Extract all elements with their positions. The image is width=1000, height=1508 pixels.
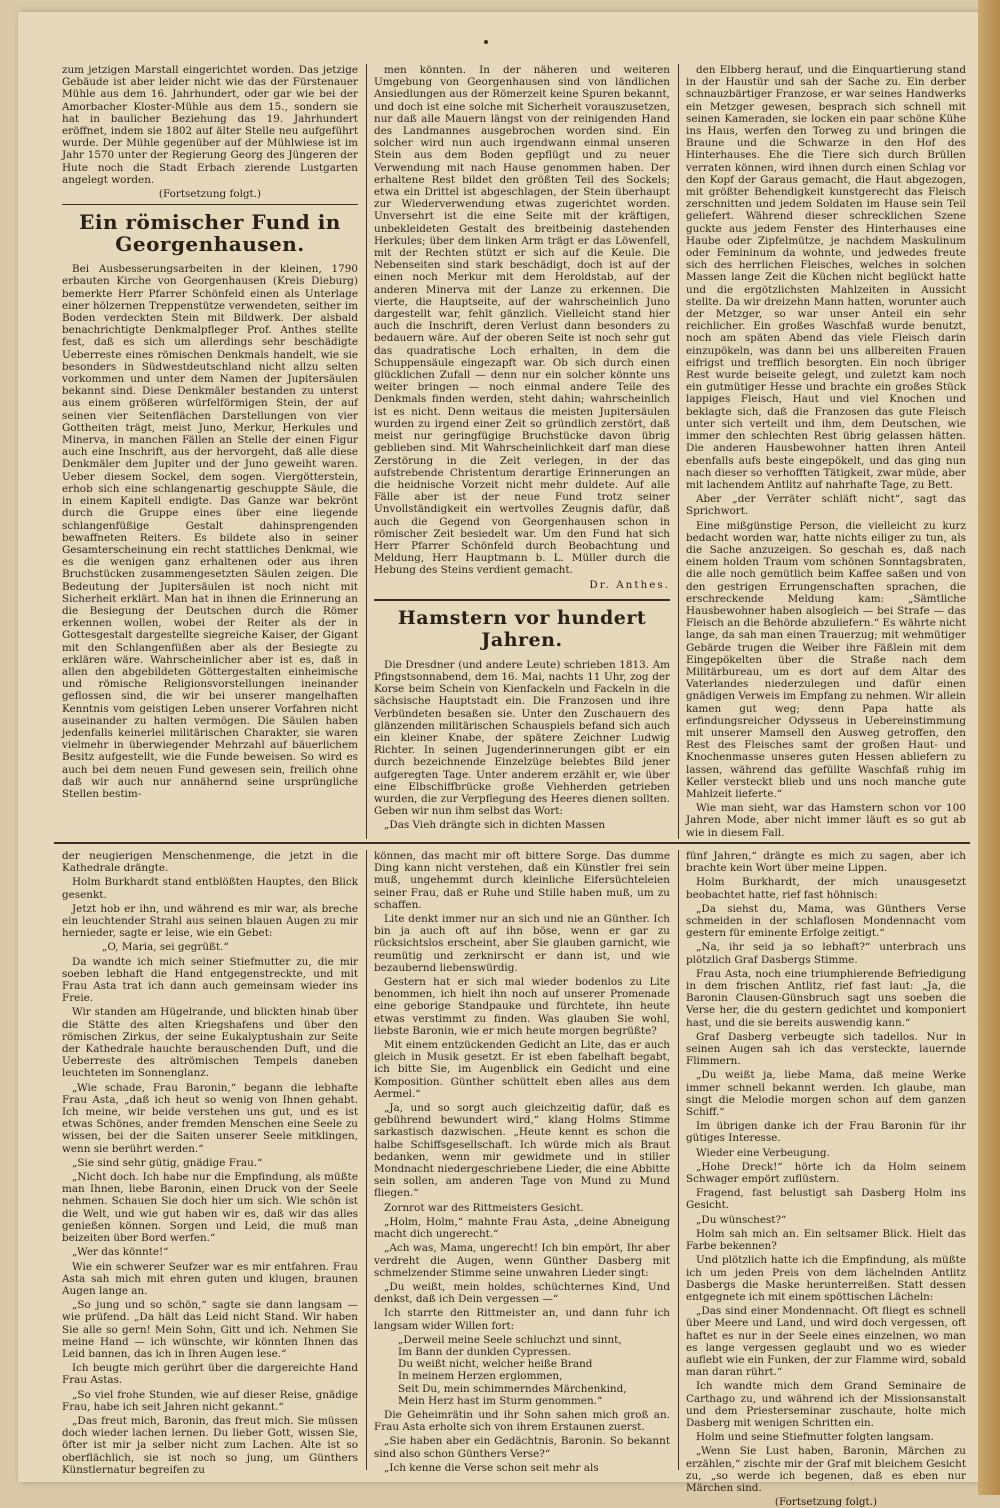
story-paragraph: „Du weißt, mein holdes, schüchternes Kind, Und denkst, daß ich Dein vergessen —“ [374,1280,670,1306]
page-edge [978,0,1000,1495]
article-body: Eine mißgünstige Person, die vielleicht zu kurz bedacht worden war, hatte nichts eiliger zu tun, als die Sache anzuzeigen. So geschah es, daß nach einem holden Traum vom schönen Sonntagsbraten, die alle noch gemütlich beim Kaffee saßen und von den gestrigen Errungenschaften sprachen, die erschreckende Meldung kam: „Sämtliche Hausbewohner haben alsogleich — bei Strafe — das Fleisch an die Behörde abzuliefern.“ Es währte nicht lange, da sah man einen Trauerzug; mit wehmütiger Gebärde trugen die Weiber ihre Fäßlein mit dem Eingepökelten über die Straße nach dem Militärbureau, um es dort auf dem Altar des Vaterlandes niederzulegen und dafür einen gnädigen Verweis im Empfang zu nehmen. Wir allein kamen gut weg; denn Papa hatte als erfindungsreicher Odysseus in Uebereinstimmung mit unserer Mamsell den Ausweg getroffen, den Rest des Fleisches samt der großen Haut- und Knochenmasse unseres guten Hessen abliefern zu lassen, während das gefüllte Waschfaß ruhig im Keller versteckt blieb und uns noch manche gute Mahlzeit lieferte.“ [686,519,966,800]
section-divider [54,842,970,844]
hole-mark [484,40,488,44]
story-paragraph: „So jung und so schön,“ sagte sie dann langsam — wie prüfend. „Da hält das Leid nicht Stand. Wir haben Sie alle so gern! Mein Sohn, Gitt und ich. Nehmen Sie meine Hand — ich wünschte, wir könnten Ihnen das Leid bannen, das ich in Ihren Augen lese.“ [62,1299,358,1360]
story-paragraph: „Ja, und so sorgt auch gleichzeitig dafür, daß es gebührend bewundert wird,“ klang Holms Stimme sarkastisch dazwischen. „Heute kennt es schon die halbe Schiffsgesellschaft. Ich würde mich als Braut bedanken, wenn mir gewidmete und in stiller Mondnacht niedergeschriebene Lieder, die eine Abbitte sein sollen, am anderen Tage von Mund zu Mund fliegen.“ [374,1102,670,1200]
story-paragraph: „Wenn Sie Lust haben, Baronin, Märchen zu erzählen,“ zischte mir der Graf mit bleichem Gesicht zu, „so werde ich begenen, daß es eben nur Märchen sind. [686,1445,966,1494]
story-paragraph: „Sie sind sehr gütig, gnädige Frau.“ [72,1156,263,1169]
column-rule [678,64,679,839]
story-paragraph: „Na, ihr seid ja so lebhaft?“ unterbrach uns plötzlich Graf Dasbergs Stimme. [686,941,966,966]
story-paragraph: können, das macht mir oft bittere Sorge. Das dumme Ding kann nicht verstehen, daß ein Künstler frei sein muß, ungehemmt durch kleinliche Eifersüchteleien seiner Frau, daß er Ruhe und Stille haben muß, um zu schaffen. [374,850,670,911]
story-paragraph: „Ich kenne die Verse schon seit mehr als [384,1461,599,1474]
top-column-1 [62,64,358,839]
story-paragraph: „O, Maria, sei gegrüßt.“ [102,941,229,954]
poem [398,1334,670,1407]
headline-hamstern: Hamstern vor hundert Jahren. [397,606,647,651]
poem-line: Du weißt nicht, welcher heiße Brand [398,1358,593,1371]
headline-roman-find: Ein römischer Fund in Georgenhausen. [79,210,341,257]
story-paragraph: „Du weißt ja, liebe Mama, daß meine Werke immer schnell bekannt werden. Ich glaube, man singt die Melodie morgen schon auf dem ganzen Schiff.“ [686,1069,966,1119]
story-paragraph: „Du wünschest?“ [696,1213,787,1226]
story-paragraph: Frau Asta, noch eine triumphierende Befriedigung in dem frischen Antlitz, rief fast laut: „Ja, die Baronin Clausen-Günsbruch sagt uns soeben die Verse her, die du gestern gedichtet und komponiert hast, und die sie bereits auswendig kann.“ [686,967,966,1029]
story-paragraph: Fragend, fast belustigt sah Dasberg Holm ins Gesicht. [686,1187,966,1212]
paragraph: zum jetzigen Marstall eingerichtet worden. Das jetzige Gebäude ist aber leider nicht wie das der Fürstenauer Mühle aus dem 16. Jahrhundert, oder gar wie bei der Amorbacher Kloster-Mühle aus dem 15., sondern sie hat in baulicher Beziehung das 19. Jahrhundert eröffnet, indem sie 1802 auf älter Stelle neu aufgeführt wurde. Der Mühle gegenüber auf der Mühlwiese ist im Jahr 1570 unter der Regierung Georg des Jüngeren der Hute noch die Stadt Erbach zierende Lustgarten angelegt worden. [62,64,358,186]
continuation-note: (Fortsetzung folgt.) [158,188,262,201]
story-paragraph: der neugierigen Menschenmenge, die jetzt in die Kathedrale drängte. [62,850,358,875]
poem-line: Im Bann der dunklen Cypressen. [398,1345,572,1358]
article-body: Wie man sieht, war das Hamstern schon vor 100 Jahren Mode, aber nicht immer läuft es so gut ab wie in diesem Fall. [686,802,966,839]
poem-line: In meinem Herzen erglommen, [398,1370,563,1383]
story-paragraph: „Sie haben aber ein Gedächtnis, Baronin. So bekannt sind also schon Günthers Verse?“ [374,1435,670,1460]
column-rule [678,850,679,1470]
story-paragraph: „Das freut mich, Baronin, das freut mich. Sie müssen doch wieder lachen lernen. Du lieber Gott, wissen Sie, öfter ist mir ja selber nicht zum Lachen. Alte ist so oberflächlich, sie ist noch so jung, um Günthers Künstlernatur begreifen zu [62,1414,358,1476]
top-column-2 [374,64,670,839]
story-paragraph: „Das sind einer Mondennacht. Oft fliegt es schnell über Meere und Land, und wird doch vergessen, oft haftet es nur in der Seele eines einzelnen, wo man es lange vergessen geglaubt und wo es wieder auflebt wie ein Funken, der zur Flamme wird, sobald man daran rührt.“ [686,1305,966,1379]
story-paragraph: „Da siehst du, Mama, was Günthers Verse schmeiden in der schlaflosen Mondennacht vom gestern für eminente Erfolge zeitigt.“ [686,902,966,940]
bottom-column-1 [62,850,358,1476]
rule [62,204,358,205]
newspaper-page [18,12,978,1508]
story-paragraph: fünf Jahren,“ drängte es mich zu sagen, aber ich brachte kein Wort über meine Lippen. [686,850,966,875]
story-paragraph: „Ach was, Mama, ungerecht! Ich bin empört, Ihr aber verdreht die Augen, wenn Günther Dasberg mit schmelzender Stimme seine unwahren Lieder singt: [374,1242,670,1279]
article-body: Aber „der Verräter schläft nicht“, sagt das Sprichwort. [686,493,966,518]
article-body: men könnten. In der näheren und weiteren Umgebung von Georgenhausen sind von ländlichen Ansiedlungen aus der Römerzeit keine Spuren bekannt, und doch ist eine solche mit Sicherheit vorauszusetzen, nur daß alle Mauern längst von der reinigenden Hand des Landmannes ausgebrochen worden sind. Ein solcher wird nun auch irgendwann einmal unseren Stein aus dem Boden gepflügt und zu neuer Verwendung mit nach Hause genommen haben. Der erhaltene Rest bildet den größten Teil des Sockels; etwa ein Drittel ist abgeschlagen, der Stein überhaupt zur Wiederverwendung etwas zugerichtet worden. Unversehrt ist die eine Seite mit der kräftigen, unbekleideten Gestalt des breitbeinig dastehenden Herkules; über dem linken Arm trägt er das Löwenfell, mit der Rechten stützt er sich auf die Keule. Die Nebenseiten sind stark beschädigt, doch ist auf der einen noch Merkur mit dem Heroldstab, auf der anderen Minerva mit der Lanze zu erkennen. Die vierte, die Hauptseite, auf der wahrscheinlich Juno dargestellt war, fehlt gänzlich. Vielleicht stand hier auch die Inschrift, deren Verlust dann besonders zu bedauern wäre. Auf der oberen Seite ist noch sehr gut das quadratische Loch erhalten, in dem die Schuppensäule eingezapft war. Ob sich durch einen glücklichen Zufall — denn nur ein solcher könnte uns weiter bringen — noch einmal andere Teile des Denkmals finden werden, steht dahin; wahrscheinlich ist es nicht. Denn weitaus die meisten Jupitersäulen wurden zu irgend einer Zeit so gründlich zerstört, daß meist nur geringfügige Bruchstücke davon übrig geblieben sind. Mit Wahrscheinlichkeit darf man diese Zerstörung in die Zeit verlegen, in der das aufstrebende Christentum derartige Erinnerungen an die heidnische Vorzeit nicht mehr duldete. Auf alle Fälle aber ist der neue Fund trotz seiner Unvollständigkeit ein wertvolles Zeugnis dafür, daß auch die Gegend von Georgenhausen schon in römischer Zeit besiedelt war. Um den Fund hat sich Herr Pfarrer Schönfeld durch Beobachtung und Meldung, Herr Hauptmann b. L. Müller durch die Hebung des Steins verdient gemacht. [374,64,670,577]
story-paragraph: „Wie schade, Frau Baronin,“ begann die lebhafte Frau Asta, „daß ich heut so wenig von Ihnen gehabt. Ich meine, wir beide verstehen uns gut, und es ist etwas Schönes, ander fremden Menschen eine Seele zu wissen, bei der die Saiten unserer Seele mitklingen, wenn sie berührt werden.“ [62,1081,358,1155]
bottom-column-3 [686,850,966,1508]
story-paragraph: Holm Burkhardt stand entblößten Hauptes, den Blick gesenkt. [62,876,358,901]
article-body: Bei Ausbesserungsarbeiten in der kleinen, 1790 erbauten Kirche von Georgenhausen (Kreis Dieburg) bemerkte Herr Pfarrer Schönfeld einen als Unterlage einer hölzernen Treppenstütze verwendeten, seither im Boden verdeckten Stein mit Bildwerk. Der alsbald benachrichtigte Denkmalpfleger Prof. Anthes stellte fest, daß es sich um allerdings sehr beschädigte Ueberreste eines römischen Denkmals handelt, wie sie besonders in Südwestdeutschland nicht allzu selten vorkommen und unter dem Namen der Jupitersäulen bekannt sind. Diese Denkmäler bestanden zu unterst aus einem größeren würfelförmigen Stein, der auf seinen vier Seitenflächen Darstellungen von vier Gottheiten trägt, meist Juno, Merkur, Herkules und Minerva, in manchen Fällen an Stelle der einen Figur auch eine Inschrift, aus der hervorgeht, daß alle diese Denkmäler dem Jupiter und der Juno geweiht waren. Ueber diesem Sockel, dem sogen. Viergötterstein, erhob sich eine schlangenartig geschuppte Säule, die in einem Kapitell endigte. Das Ganze war bekrönt durch die Gruppe eines über eine liegende schlangenfüßige Gestalt dahinsprengenden bewaffneten Reiters. Es bildete also in seiner Gesamterscheinung ein recht stattliches Denkmal, wie es die wenigen ganz erhaltenen oder aus ihren Bruchstücken zusammengesetzten Säulen zeigen. Die Bedeutung der Jupitersäulen ist noch nicht mit Sicherheit erklärt. Man hat in ihnen die Erinnerung an die Besiegung der Deutschen durch die Römer erkennen wollen, wobei der Reiter als der in Gottesgestalt dargestellte siegreiche Kaiser, der Gigant mit den Schlangenfüßen aber als der Besiegte zu erklären wäre. Wahrscheinlicher aber ist es, daß in allen den abgebildeten Göttergestalten einheimische und römische Religionsvorstellungen ineinander geflossen sind, die wir bei unserer mangelhaften Kenntnis vom geistigen Leben unserer Vorfahren nicht auseinander zu halten vermögen. Die Säulen haben jedenfalls keinerlei militärischen Charakter, sie waren vielmehr in überwiegender Mehrzahl auf bäuerlichem Besitz aufgestellt, wie die Funde beweisen. So wird es auch bei dem neuen Fund gewesen sein, freilich ohne daß wir auch nur annähernd seine ursprüngliche Stellen bestim- [62,263,358,800]
top-column-3 [686,64,966,839]
article-body: den Elbberg herauf, und die Einquartierung stand in der Haustür und sah der Sache zu. Ein derber schnauzbärtiger Franzose, er war seines Handwerks ein Metzger gewesen, besprach sich schnell mit seinen Kameraden, sie locken ein paar schöne Kühe ins Haus, werfen den Torweg zu und bringen die Braune und die Schwarze in den Hof des Hinterhauses. Ehe die Tiere sich durch Brüllen verraten können, wird ihnen durch einen Schlag vor den Kopf der Garaus gemacht, die Haut abgezogen, mit größter Behendigkeit kunstgerecht das Fleisch zerschnitten und jedem Soldaten im Hause sein Teil geliefert. Während dieser schrecklichen Szene guckte aus jedem Fenster des Hinterhauses eine Haube oder Zipfelmütze, je nachdem Maskulinum oder Femininum da wohnte, und jedwedes freute sich des herrlichen Fleisches, welches in solchen Massen lange Zeit die Küchen nicht beglückt hatte und die ergötzlichsten Mahlzeiten in Aussicht stellte. Da wir dreizehn Mann hatten, worunter auch der Metzger, so war unser Anteil ein sehr reichlicher. Ein großes Waschfaß wurde benutzt, noch am späten Abend das viele Fleisch darin einzupökeln, was dann bei uns allbereiten Frauen eifrigst und trefflich besorgten. Ein noch übriger Rest wurde beiseite gelegt, und zuletzt kam noch ein gutmütiger Hesse und brachte ein großes Stück lappiges Fleisch, Haut und viel Knochen und beklagte sich, daß die Franzosen das gute Fleisch unter sich verteilt und ihm, dem Deutschen, wie immer den schlechten Rest übrig gelassen hätten. Die anderen Hausbewohner hatten ihren Anteil ebenfalls aufs beste eingepökelt, und das ging nun nach dieser so verhofften Tätigkeit, zwar müde, aber mit lachendem Antlitz auf nahrhafte Tage, zu Bett. [686,64,966,491]
poem-line: Seit Du, mein schimmerndes Märchenkind, [398,1382,627,1395]
story-paragraph: Mit einem entzückenden Gedicht an Lite, das er auch gleich in Musik gesetzt. Er ist eben fabelhaft begabt, ich bitte Sie, im Augenblick ein Gedicht und eine Komposition. Günther schüttelt eben alles aus dem Aermel.“ [374,1039,670,1100]
poem-line: „Derweil meine Seele schluchzt und sinnt, [398,1333,622,1346]
rule [374,599,670,601]
story-paragraph: Ich wandte mich dem Grand Seminaire de Carthago zu, und während ich der Missionsanstalt und dem Priesterseminar zuschaute, holte mich Dasberg mit wenigen Schritten ein. [686,1380,966,1429]
story-paragraph: Lite denkt immer nur an sich und nie an Günther. Ich bin ja auch oft auf ihn böse, wenn er gar zu rücksichtslos erscheint, aber Sie glauben garnicht, wie reumütig und zerknirscht er dann ist, und wie bezaubernd liebenswürdig. [374,913,670,974]
poem-line: Mein Herz hast im Sturm genommen.“ [398,1394,603,1407]
story-paragraph: „So viel frohe Stunden, wie auf dieser Reise, gnädige Frau, habe ich seit Jahren nicht gekannt.“ [62,1388,358,1413]
story-paragraph: Graf Dasberg verbeugte sich tadellos. Nur in seinen Augen sah ich das versteckte, lauernde Flimmern. [686,1030,966,1068]
story-paragraph: Ich beugte mich gerührt über die dargereichte Hand Frau Astas. [62,1362,358,1387]
story-paragraph: Und plötzlich hatte ich die Empfindung, als müßte ich um jeden Preis von dem lächelnden Antlitz Dasbergs die Maske herunterreißen. Statt dessen entgegnete ich mit einem spöttischen Lächeln: [686,1254,966,1303]
story-paragraph: Holm sah mich an. Ein seltsamer Blick. Hielt das Farbe bekennen? [686,1227,966,1253]
story-paragraph: „Wer das könnte!“ [72,1246,169,1259]
story-paragraph: Da wandte ich mich seiner Stiefmutter zu, die mir soeben lebhaft die Hand entgegenstreckte, und mit Frau Asta trat ich dann auch gemeinsam wieder ins Freie. [62,955,358,1005]
story-paragraph: „Nicht doch. Ich habe nur die Empfindung, als müßte man Ihnen, liebe Baronin, einen Druck von der Seele nehmen. Schauen Sie doch hier um sich. Wie schön ist die Welt, und wie gut haben wir es, daß wir das alles genießen können. Sorgen und Leid, die muß man beizeiten über Bord werfen.“ [62,1171,358,1245]
column-rule [366,850,367,1470]
story-paragraph: Wieder eine Verbeugung. [696,1146,830,1159]
story-paragraph: Gestern hat er sich mal wieder bodenlos zu Lite benommen, ich hielt ihn noch auf unserer Promenade eine geborige Standpauke und fürchtete, ihn heute etwas verstimmt zu finden. Was glauben Sie wohl, liebste Baronin, wie er mich heute morgen begrüßte? [374,976,670,1037]
article-body: „Das Vieh drängte sich in dichten Massen [384,819,606,832]
bottom-column-2 [374,850,670,1474]
story-paragraph: Holm Burkhardt, der mich unausgesetzt beobachtet hatte, rief fast höhnisch: [686,876,966,901]
article-body: Die Dresdner (und andere Leute) schrieben 1813. Am Pfingstsonnabend, dem 16. Mai, nachts 11 Uhr, zog der Korse beim Schein von Kienfackeln und Fackeln in die sächsische Hauptstadt ein. Die Franzosen und ihre Verbündeten besaßen sie. Unter den Zuschauern des glänzenden militärischen Schauspiels befand sich auch ein kleiner Knabe, der spätere Zeichner Ludwig Richter. In seinen Jugenderinnerungen gibt er ein durch bezeichnende Einzelzüge belebtes Bild jener aufgeregten Tage. Unter anderem erzählt er, wie über eine Elbschiffbrücke große Viehherden getrieben wurden, die zur Verpflegung des Heeres dienen sollten. Geben wir nun ihm selbst das Wort: [374,658,670,818]
story-paragraph: Ich starrte den Rittmeister an, und dann fuhr ich langsam wider Willen fort: [374,1307,670,1332]
continuation-note: (Fortsetzung folgt.) [774,1496,878,1508]
story-paragraph: Jetzt hob er ihn, und während es mir war, als breche ein leuchtender Strahl aus seinen blauen Augen zu mir hernieder, sagte er leise, wie ein Gebet: [62,902,358,940]
story-paragraph: Die Geheimrätin und ihr Sohn sahen mich groß an. Frau Asta erholte sich von ihrem Erstaunen zuerst. [374,1408,670,1434]
story-paragraph: Im übrigen danke ich der Frau Baronin für ihr gütiges Interesse. [686,1120,966,1145]
story-paragraph: „Hohe Dreck!“ hörte ich da Holm seinem Schwager empört zuflüstern. [686,1160,966,1186]
signature: Dr. Anthes. [589,578,670,591]
story-paragraph: Zornrot war des Rittmeisters Gesicht. [384,1201,584,1214]
story-paragraph: Wir standen am Hügelrande, und blickten hinab über die Stätte des alten Kriegshafens und über den römischen Zirkus, der seine Eukalyptushain zur Seite der Kathedrale hauchte berauschenden Duft, und die Ueberreste des altrömischen Tempels daneben leuchteten im Sonnenglanz. [62,1006,358,1080]
story-paragraph: Holm und seine Stiefmutter folgten langsam. [696,1431,934,1444]
story-paragraph: Wie ein schwerer Seufzer war es mir entfahren. Frau Asta sah mich mit ehren guten und klugen, braunen Augen lange an. [62,1260,358,1297]
column-rule [366,64,367,839]
story-paragraph: „Holm, Holm,“ mahnte Frau Asta, „deine Abneigung macht dich ungerecht.“ [374,1215,670,1241]
